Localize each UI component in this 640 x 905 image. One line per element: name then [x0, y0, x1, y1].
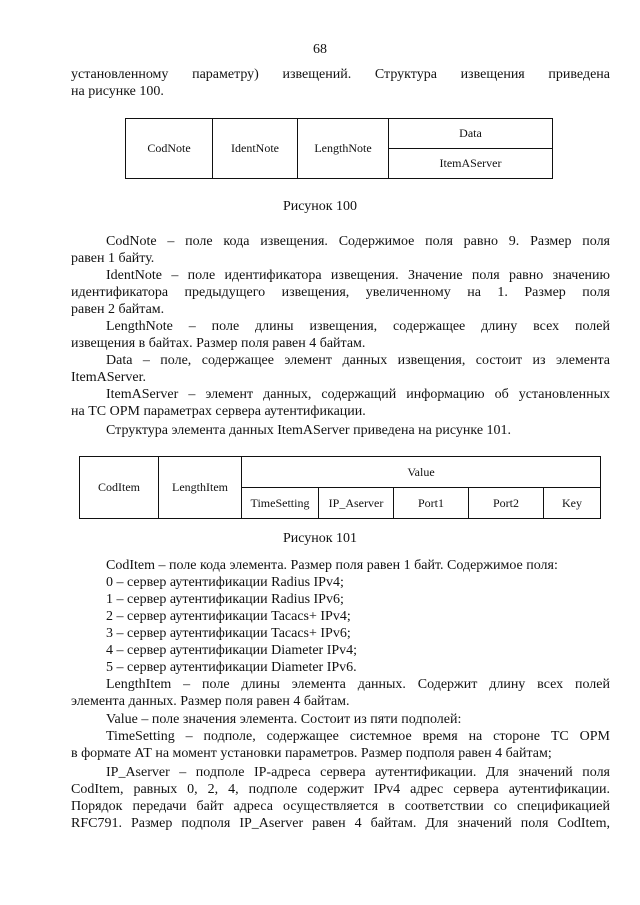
data-desc-line-1: Data – поле, содержащее элемент данных извещения, состоит из элемента — [106, 353, 610, 368]
identnote-cell: IdentNote — [213, 119, 298, 179]
itemaserver-desc-line-2: на ТС ОРМ параметрах сервера аутентификации. — [71, 404, 366, 419]
ip-aserver-desc-line-3: Порядок передачи байт адреса осуществляется в соответствии со спецификацией — [71, 799, 610, 814]
identnote-desc-line-1: IdentNote – поле идентификатора извещения. Значение поля равно значению — [106, 268, 610, 283]
identnote-desc-line-2: идентификатора предыдущего извещения, увеличенному на 1. Размер поля — [71, 285, 610, 300]
port1-cell: Port1 — [394, 488, 469, 519]
coditem-value-3: 3 – сервер аутентификации Tacacs+ IPv6; — [106, 626, 351, 641]
timesetting-desc-line-2: в формате АТ на момент установки параметров. Размер подполя равен 4 байтам; — [71, 746, 552, 761]
lengthitem-cell: LengthItem — [159, 457, 242, 519]
figure-101-diagram — [79, 456, 601, 519]
coditem-desc-line: CodItem – поле кода элемента. Размер поля равен 1 байт. Содержимое поля: — [106, 558, 558, 573]
intro-line-2: на рисунке 100. — [71, 84, 164, 99]
lengthitem-desc-line-1: LengthItem – поле длины элемента данных. Содержит длину всех полей — [106, 677, 610, 692]
structure-ref-line: Структура элемента данных ItemAServer приведена на рисунке 101. — [106, 423, 512, 438]
data-desc-line-2: ItemAServer. — [71, 370, 147, 385]
lengthnote-cell: LengthNote — [298, 119, 389, 179]
itemaserver-cell: ItemAServer — [389, 149, 553, 179]
coditem-value-2: 2 – сервер аутентификации Tacacs+ IPv4; — [106, 609, 351, 624]
intro-line-1: установленному параметру) извещений. Структура извещения приведена — [71, 67, 610, 82]
timesetting-desc-line-1: TimeSetting – подполе, содержащее системное время на стороне ТС ОРМ — [106, 729, 610, 744]
ip-aserver-desc-line-2: CodItem, равных 0, 2, 4, подполе содержит IPv4 адрес сервера аутентификации. — [71, 782, 610, 797]
codnote-cell: CodNote — [126, 119, 213, 179]
lengthnote-desc-line-1: LengthNote – поле длины извещения, содержащее длину всех полей — [106, 319, 610, 334]
itemaserver-desc-line-1: ItemAServer – элемент данных, содержащий информацию об установленных — [106, 387, 610, 402]
data-cell: Data — [389, 119, 553, 149]
value-cell: Value — [242, 457, 601, 488]
ip-aserver-cell: IP_Aserver — [319, 488, 394, 519]
ip-aserver-desc-line-1: IP_Aserver – подполе IP-адреса сервера аутентификации. Для значений поля — [106, 765, 610, 780]
coditem-value-0: 0 – сервер аутентификации Radius IPv4; — [106, 575, 344, 590]
coditem-value-1: 1 – сервер аутентификации Radius IPv6; — [106, 592, 344, 607]
figure-100-diagram — [125, 118, 553, 179]
coditem-value-4: 4 – сервер аутентификации Diameter IPv4; — [106, 643, 358, 658]
value-desc-line: Value – поле значения элемента. Состоит из пяти подполей: — [106, 712, 462, 727]
codnote-desc-line-1: CodNote – поле кода извещения. Содержимое поля равно 9. Размер поля — [106, 234, 610, 249]
ip-aserver-desc-line-4: RFC791. Размер подполя IP_Aserver равен 4 байтам. Для значений поля CodItem, — [71, 816, 610, 831]
port2-cell: Port2 — [469, 488, 544, 519]
key-cell: Key — [544, 488, 601, 519]
timesetting-cell: TimeSetting — [242, 488, 319, 519]
coditem-value-5: 5 – сервер аутентификации Diameter IPv6. — [106, 660, 357, 675]
figure-100-caption: Рисунок 100 — [282, 199, 358, 214]
coditem-cell: CodItem — [80, 457, 159, 519]
page-number: 68 — [313, 42, 327, 57]
figure-101-caption: Рисунок 101 — [282, 531, 358, 546]
identnote-desc-line-3: равен 2 байтам. — [71, 302, 165, 317]
lengthnote-desc-line-2: извещения в байтах. Размер поля равен 4 байтам. — [71, 336, 366, 351]
lengthitem-desc-line-2: элемента данных. Размер поля равен 4 байтам. — [71, 694, 350, 709]
codnote-desc-line-2: равен 1 байту. — [71, 251, 155, 266]
